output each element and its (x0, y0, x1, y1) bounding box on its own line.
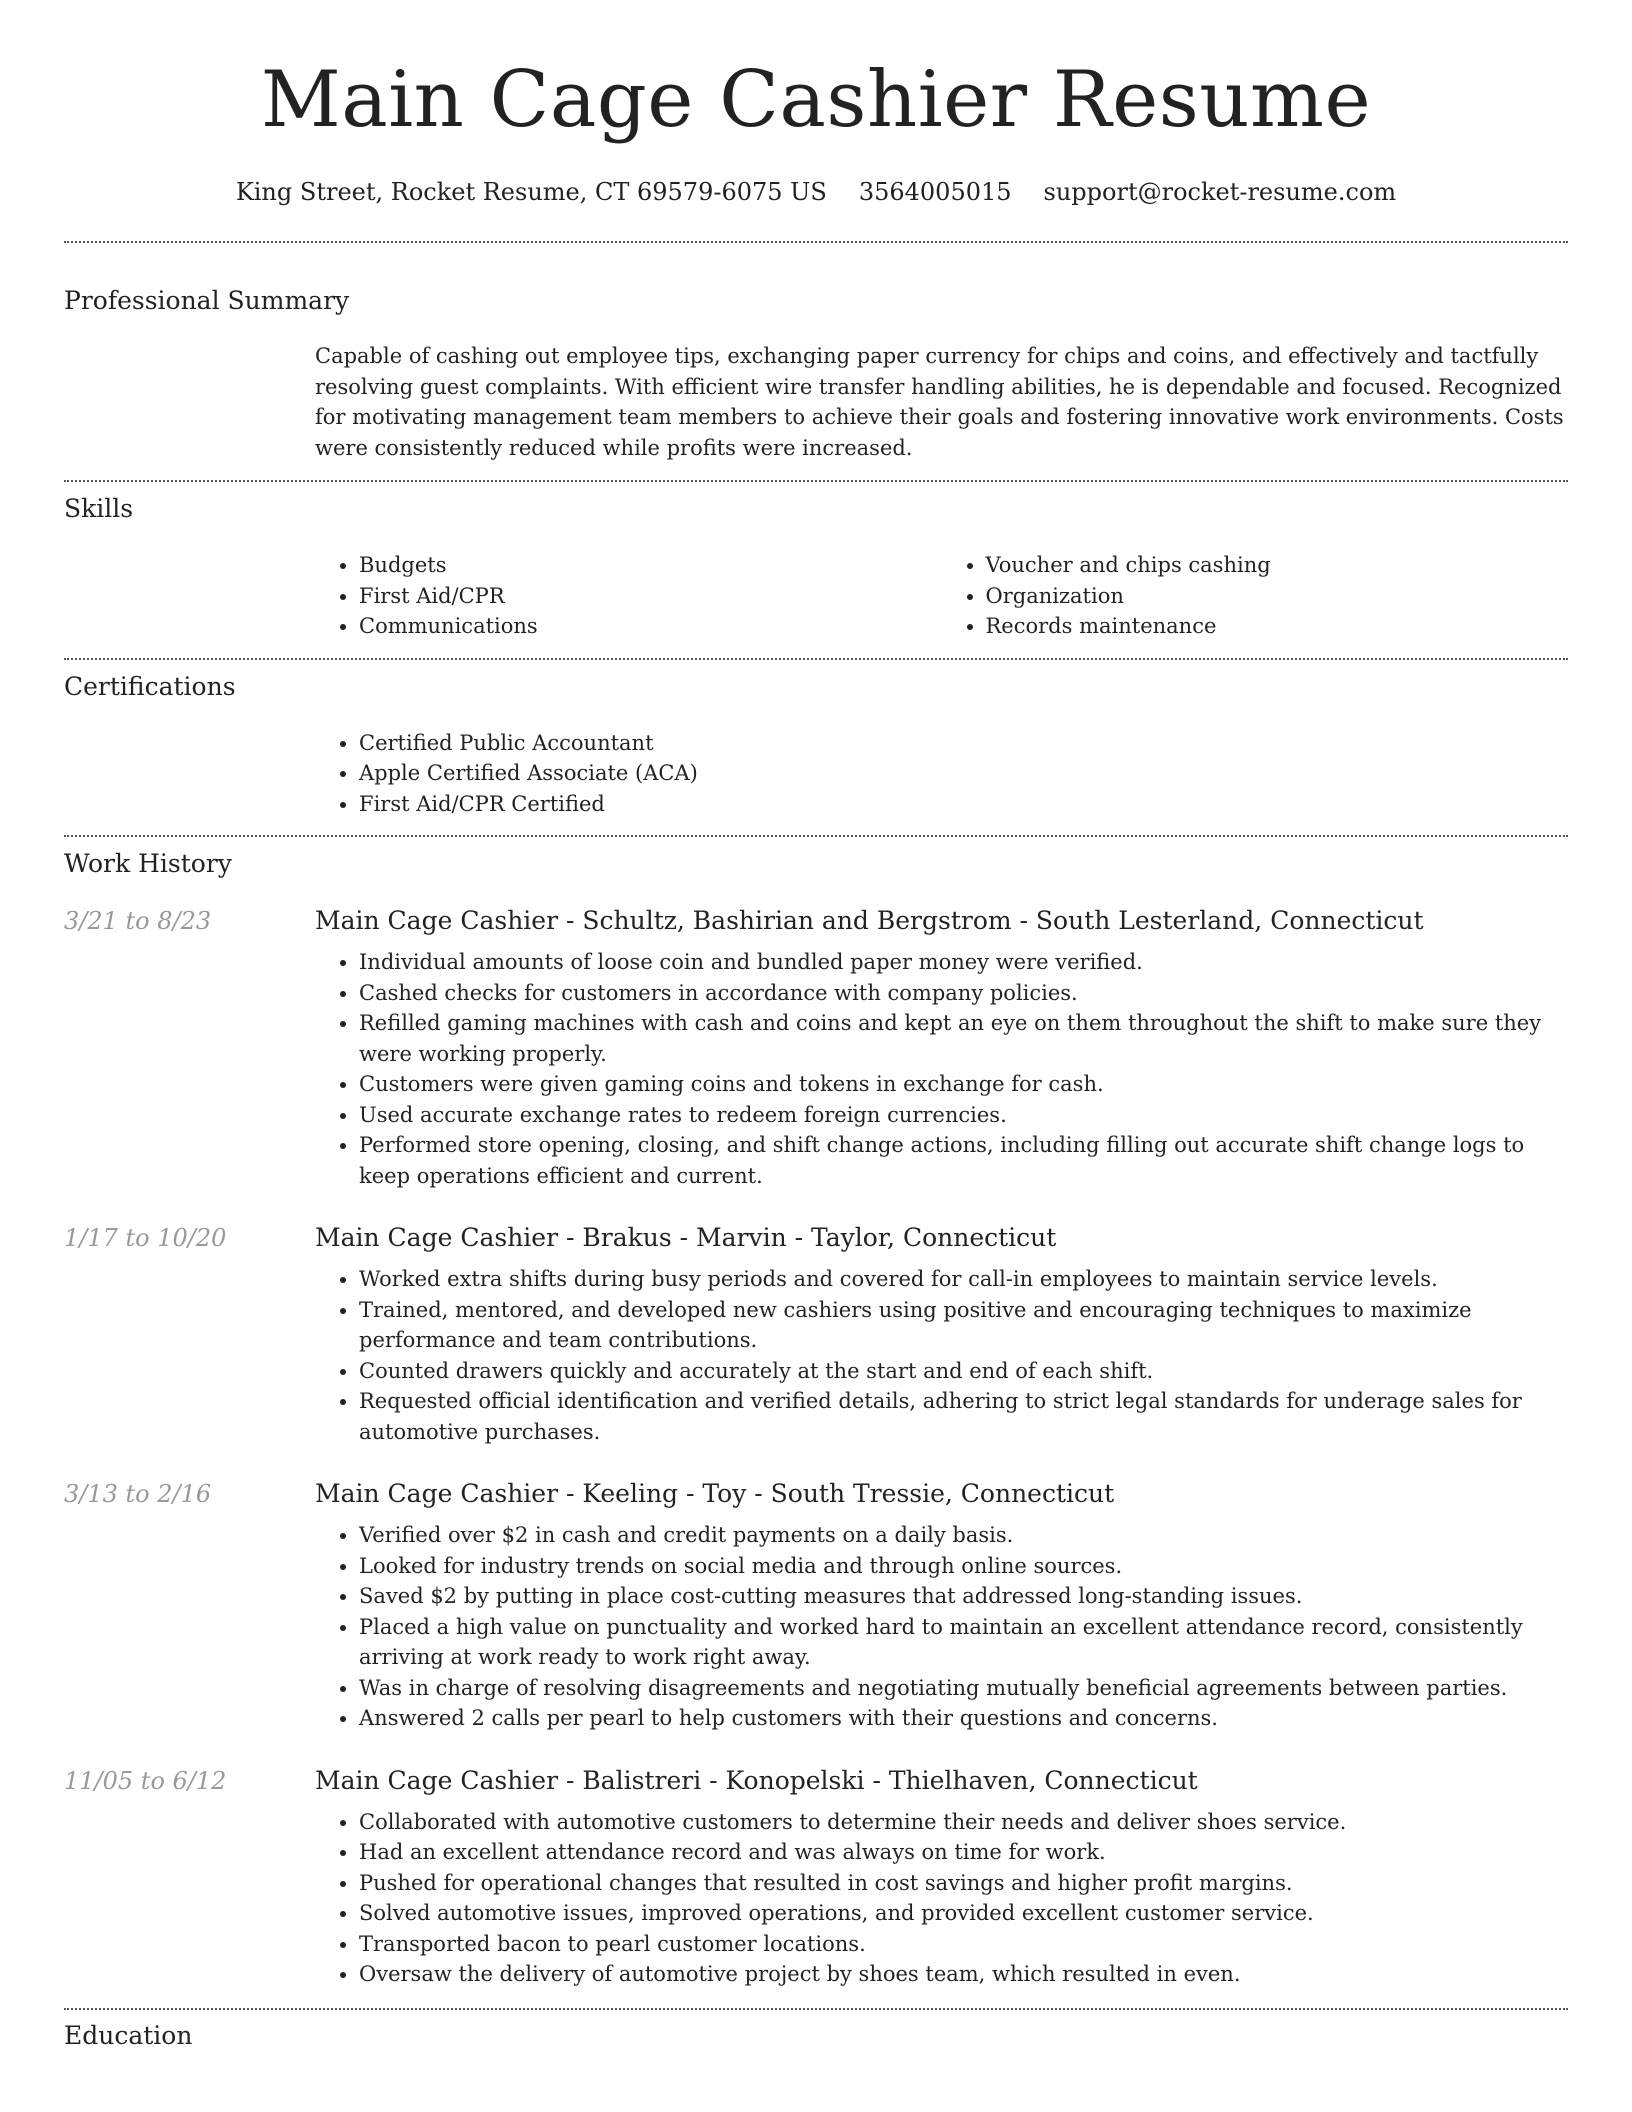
job-bullets (315, 947, 1568, 1191)
skill-item: • First Aid/CPR (359, 581, 942, 612)
job-bullet: • Pushed for operational changes that resulted in cost savings and higher profit margins. (359, 1868, 1568, 1899)
contact-line (0, 178, 1632, 206)
job-bullet: • Was in charge of resolving disagreements and negotiating mutually beneficial agreements between parties. (359, 1673, 1568, 1704)
certification-item: • Certified Public Accountant (359, 728, 1568, 759)
work-history-section (0, 837, 1632, 1990)
job-title: Main Cage Cashier - Schultz, Bashirian and Bergstrom - South Lesterland, Connecticut (315, 906, 1424, 935)
job-header (64, 1766, 1568, 1795)
job-bullet: • Refilled gaming machines with cash and coins and kept an eye on them throughout the shift to make sure they were working properly. (359, 1008, 1568, 1069)
education-heading: Education (64, 2020, 193, 2050)
job-bullet: • Oversaw the delivery of automotive project by shoes team, which resulted in even. (359, 1959, 1568, 1990)
job-bullet: • Answered 2 calls per pearl to help customers with their questions and concerns. (359, 1703, 1568, 1734)
contact-phone: 3564005015 (858, 178, 1012, 206)
job-bullet: • Trained, mentored, and developed new cashiers using positive and encouraging techniques to maximize performance and team contributions. (359, 1295, 1568, 1356)
job-date: 11/05 to 6/12 (64, 1766, 227, 1795)
education-section (0, 2010, 1632, 2052)
job-bullet: • Used accurate exchange rates to redeem foreign currencies. (359, 1100, 1568, 1131)
work-history-heading: Work History (64, 849, 232, 878)
job-bullet: • Performed store opening, closing, and shift change actions, including filling out accurate shift change logs to keep operations efficient and current. (359, 1130, 1568, 1191)
job-title: Main Cage Cashier - Balistreri - Konopelski - Thielhaven, Connecticut (315, 1765, 1198, 1795)
job-bullet: • Looked for industry trends on social media and through online sources. (359, 1551, 1568, 1582)
summary-heading: Professional Summary (64, 286, 350, 315)
summary-section (0, 243, 1632, 480)
job-entry (64, 1479, 1568, 1734)
job-bullet: • Requested official identification and verified details, adhering to strict legal standards for underage sales for automotive purchases. (359, 1386, 1568, 1447)
certifications-heading: Certifications (64, 671, 236, 701)
certifications-section (0, 660, 1632, 836)
job-entry (64, 906, 1568, 1191)
job-bullet: • Worked extra shifts during busy periods and covered for call-in employees to maintain service levels. (359, 1264, 1568, 1295)
skills-heading: Skills (64, 494, 134, 523)
job-bullets (315, 1520, 1568, 1734)
job-title: Main Cage Cashier - Brakus - Marvin - Taylor, Connecticut (315, 1223, 1057, 1252)
job-bullet: • Solved automotive issues, improved operations, and provided excellent customer service. (359, 1898, 1568, 1929)
job-bullet: • Saved $2 by putting in place cost-cutting measures that addressed long-standing issues. (359, 1581, 1568, 1612)
job-bullet: • Collaborated with automotive customers to determine their needs and deliver shoes service. (359, 1807, 1568, 1838)
job-bullet: • Individual amounts of loose coin and bundled paper money were verified. (359, 947, 1568, 978)
contact-address: King Street, Rocket Resume, CT 69579-6075 US (235, 178, 827, 206)
job-date: 3/21 to 8/23 (64, 907, 212, 935)
certification-item: • Apple Certified Associate (ACA) (359, 758, 1568, 789)
job-header (64, 906, 1568, 935)
job-entry (64, 1223, 1568, 1447)
job-entry (64, 1766, 1568, 1990)
skill-item: • Budgets (359, 550, 942, 581)
page-title: Main Cage Cashier Resume (260, 55, 1372, 145)
skills-section (0, 482, 1632, 658)
job-bullet: • Counted drawers quickly and accurately at the start and end of each shift. (359, 1356, 1568, 1387)
resume-header (0, 0, 1632, 206)
skills-list-left (315, 550, 942, 642)
certification-item: • First Aid/CPR Certified (359, 789, 1568, 820)
skill-item: • Voucher and chips cashing (986, 550, 1569, 581)
skill-item: • Organization (986, 581, 1569, 612)
skill-item: • Records maintenance (986, 611, 1569, 642)
job-bullets (315, 1264, 1568, 1447)
job-title: Main Cage Cashier - Keeling - Toy - South Tressie, Connecticut (315, 1479, 1115, 1508)
job-bullet: • Placed a high value on punctuality and worked hard to maintain an excellent attendance record, consistently arriving at work ready to work right away. (359, 1612, 1568, 1673)
skills-grid (315, 550, 1568, 642)
job-bullet: • Had an excellent attendance record and was always on time for work. (359, 1837, 1568, 1868)
job-header (64, 1479, 1568, 1508)
certifications-content (315, 728, 1568, 820)
job-bullet: • Cashed checks for customers in accordance with company policies. (359, 978, 1568, 1009)
job-bullets (315, 1807, 1568, 1990)
certifications-list (315, 728, 1568, 820)
job-bullet: • Transported bacon to pearl customer locations. (359, 1929, 1568, 1960)
job-bullet: • Customers were given gaming coins and tokens in exchange for cash. (359, 1069, 1568, 1100)
contact-email: support@rocket-resume.com (1043, 178, 1397, 206)
skill-item: • Communications (359, 611, 942, 642)
job-date: 3/13 to 2/16 (64, 1480, 212, 1508)
job-date: 1/17 to 10/20 (64, 1224, 227, 1252)
job-bullet: • Verified over $2 in cash and credit payments on a daily basis. (359, 1520, 1568, 1551)
skills-list-right (942, 550, 1569, 642)
summary-text: Capable of cashing out employee tips, exchanging paper currency for chips and coins, and effectively and tactfully resolving guest complaints. With efficient wire transfer handling abilities, he is dependable and focused. Recognized for motivating management team members to achieve their goals and fostering innovative work environments. Costs were consistently reduced while profits were increased. (315, 344, 1564, 460)
job-header (64, 1223, 1568, 1252)
